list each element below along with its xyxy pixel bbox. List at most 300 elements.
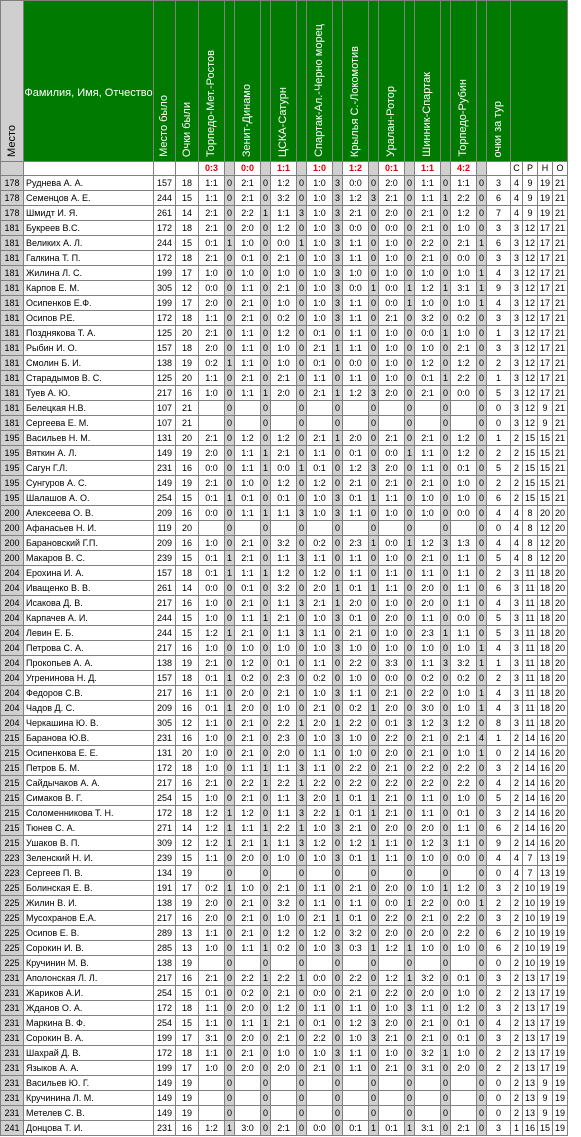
table-cell: 4 xyxy=(487,596,511,611)
table-cell: 199 xyxy=(154,1031,176,1046)
table-cell: 15 xyxy=(176,791,199,806)
table-cell: 1 xyxy=(369,791,379,806)
table-row xyxy=(1,776,568,791)
table-cell: 2:2 xyxy=(343,971,369,986)
table-cell: 12 xyxy=(523,251,538,266)
table-cell: 19 xyxy=(176,1076,199,1091)
table-cell: 0 xyxy=(405,566,415,581)
table-cell: 0 xyxy=(441,566,451,581)
table-cell: 2:0 xyxy=(415,596,441,611)
table-cell: 20 xyxy=(553,641,568,656)
table-cell: 1:2 xyxy=(379,941,405,956)
table-cell: 16 xyxy=(176,461,199,476)
table-cell xyxy=(271,866,297,881)
table-cell: 0 xyxy=(487,521,511,536)
table-cell: 18 xyxy=(176,1001,199,1016)
table-cell: 15 xyxy=(176,191,199,206)
table-cell: 239 xyxy=(154,551,176,566)
table-cell: 2:1 xyxy=(343,881,369,896)
table-cell: 0:0 xyxy=(199,281,225,296)
table-cell: 305 xyxy=(154,716,176,731)
table-cell: 2:3 xyxy=(415,626,441,641)
table-cell: 0 xyxy=(225,521,235,536)
table-cell: 0 xyxy=(225,686,235,701)
table-cell: 1:1 xyxy=(415,611,441,626)
table-cell xyxy=(451,866,477,881)
table-cell: 0 xyxy=(297,491,307,506)
name-cell: Шахрай Д. В. xyxy=(24,1046,154,1061)
table-cell xyxy=(379,521,405,536)
table-cell: 0:1 xyxy=(199,236,225,251)
table-cell: 0 xyxy=(369,971,379,986)
table-cell xyxy=(379,1091,405,1106)
table-cell: 1:1 xyxy=(271,206,297,221)
table-cell: 1:2 xyxy=(379,971,405,986)
table-cell: 0 xyxy=(441,791,451,806)
table-cell: 20 xyxy=(176,746,199,761)
table-cell: 1:1 xyxy=(343,311,369,326)
table-cell: 2:1 xyxy=(307,1061,333,1076)
table-cell: 0 xyxy=(441,206,451,221)
table-cell: 0 xyxy=(477,311,487,326)
table-cell: 1:1 xyxy=(415,806,441,821)
table-cell: 10 xyxy=(523,941,538,956)
table-cell: 15 xyxy=(176,611,199,626)
table-cell: 0 xyxy=(487,416,511,431)
table-cell: 16 xyxy=(538,746,553,761)
table-cell: 3 xyxy=(511,281,523,296)
table-cell: 2:2 xyxy=(379,776,405,791)
table-cell: 0 xyxy=(477,1061,487,1076)
place-cell: 231 xyxy=(1,1076,24,1091)
table-cell: 1:0 xyxy=(307,176,333,191)
table-cell: 172 xyxy=(154,221,176,236)
name-cell: Жданов О. А. xyxy=(24,1001,154,1016)
table-row xyxy=(1,1106,568,1121)
table-row xyxy=(1,551,568,566)
table-cell: 0 xyxy=(333,761,343,776)
table-cell: 0 xyxy=(225,596,235,611)
table-cell: 1:0 xyxy=(379,641,405,656)
table-cell: 3 xyxy=(405,1001,415,1016)
table-cell: 2:2 xyxy=(307,776,333,791)
table-cell: 1 xyxy=(297,776,307,791)
table-cell: 13 xyxy=(523,1046,538,1061)
table-cell: 2:1 xyxy=(199,251,225,266)
table-cell: 0:1 xyxy=(451,971,477,986)
table-cell: 2 xyxy=(511,896,523,911)
place-cell: 200 xyxy=(1,521,24,536)
table-cell: 0 xyxy=(369,626,379,641)
table-cell: 16 xyxy=(538,836,553,851)
table-cell: 3 xyxy=(333,311,343,326)
table-cell: 13 xyxy=(523,1091,538,1106)
table-cell: 0 xyxy=(225,536,235,551)
table-cell: 6 xyxy=(487,821,511,836)
table-cell: 2 xyxy=(511,881,523,896)
table-cell: 0 xyxy=(297,896,307,911)
table-cell: 0 xyxy=(225,206,235,221)
table-cell xyxy=(271,956,297,971)
table-cell: 1:1 xyxy=(199,176,225,191)
table-cell: 12 xyxy=(523,416,538,431)
table-cell: 0 xyxy=(477,1121,487,1136)
table-cell: 3 xyxy=(511,311,523,326)
table-cell: 1:1 xyxy=(271,836,297,851)
table-cell: 2 xyxy=(487,566,511,581)
table-cell xyxy=(199,1076,225,1091)
table-cell: 0 xyxy=(261,1076,271,1091)
table-row xyxy=(1,866,568,881)
table-cell: 4 xyxy=(487,266,511,281)
table-cell: 21 xyxy=(553,251,568,266)
table-cell: 0 xyxy=(261,1046,271,1061)
table-row xyxy=(1,371,568,386)
table-cell: 149 xyxy=(154,1106,176,1121)
table-cell: 21 xyxy=(553,311,568,326)
table-cell: 19 xyxy=(538,896,553,911)
table-cell: 16 xyxy=(176,1121,199,1136)
table-cell xyxy=(235,1106,261,1121)
table-cell: 1:1 xyxy=(451,596,477,611)
table-cell: 0 xyxy=(261,1001,271,1016)
table-cell: 19 xyxy=(553,851,568,866)
table-cell: 4 xyxy=(487,701,511,716)
table-cell: 2:0 xyxy=(379,821,405,836)
table-cell: 19 xyxy=(553,911,568,926)
table-cell: 0 xyxy=(405,476,415,491)
table-cell: 2 xyxy=(511,476,523,491)
table-cell: 0 xyxy=(333,1001,343,1016)
table-cell: 0 xyxy=(261,311,271,326)
table-cell: 0 xyxy=(405,311,415,326)
table-cell: 0 xyxy=(477,1046,487,1061)
place-cell: 215 xyxy=(1,806,24,821)
table-cell: 3 xyxy=(511,596,523,611)
table-cell: 3 xyxy=(441,656,451,671)
table-cell: 0 xyxy=(477,671,487,686)
table-cell: 1:2 xyxy=(199,626,225,641)
table-cell: 2:2 xyxy=(451,761,477,776)
table-cell: 0 xyxy=(261,266,271,281)
name-cell: Алексеева О. В. xyxy=(24,506,154,521)
table-cell: 2:1 xyxy=(415,1031,441,1046)
table-cell: 1 xyxy=(333,716,343,731)
table-cell: 16 xyxy=(538,821,553,836)
table-cell: 2:1 xyxy=(235,311,261,326)
table-cell: 0 xyxy=(261,416,271,431)
table-cell: 1 xyxy=(261,611,271,626)
table-cell: 1 xyxy=(261,971,271,986)
table-cell: 1:0 xyxy=(415,641,441,656)
table-cell: 19 xyxy=(176,446,199,461)
header-row xyxy=(1,1,568,162)
name-cell: Осипенкова Е. Е. xyxy=(24,746,154,761)
table-cell: 2 xyxy=(487,446,511,461)
table-cell: 20 xyxy=(553,521,568,536)
table-cell: 1:2 xyxy=(271,926,297,941)
table-cell: 1:0 xyxy=(379,356,405,371)
table-cell: 0 xyxy=(477,476,487,491)
place-cell: 181 xyxy=(1,281,24,296)
table-cell: 9 xyxy=(538,1106,553,1121)
table-cell: 0 xyxy=(405,701,415,716)
table-cell: 0 xyxy=(477,431,487,446)
table-cell: 125 xyxy=(154,371,176,386)
table-cell: 0 xyxy=(369,566,379,581)
table-cell: 17 xyxy=(538,1061,553,1076)
table-cell: 1 xyxy=(225,236,235,251)
table-cell: 0 xyxy=(441,1016,451,1031)
table-cell: 3 xyxy=(297,506,307,521)
table-cell: 3:0 xyxy=(415,701,441,716)
table-cell: 13 xyxy=(176,941,199,956)
table-cell: 1:0 xyxy=(451,326,477,341)
table-cell: 1:1 xyxy=(199,1016,225,1031)
table-cell: 0 xyxy=(477,356,487,371)
table-cell: 15 xyxy=(523,491,538,506)
table-cell: 0 xyxy=(477,581,487,596)
table-cell: 1 xyxy=(369,281,379,296)
table-row xyxy=(1,716,568,731)
table-cell: 1 xyxy=(297,716,307,731)
table-cell: 0 xyxy=(261,881,271,896)
table-cell: 2:1 xyxy=(415,206,441,221)
place-cell: 195 xyxy=(1,491,24,506)
table-cell: 0 xyxy=(405,221,415,236)
table-cell: 19 xyxy=(553,866,568,881)
table-cell: 254 xyxy=(154,491,176,506)
table-cell: 9 xyxy=(538,401,553,416)
table-cell: 3 xyxy=(511,296,523,311)
table-cell: 0 xyxy=(441,176,451,191)
table-cell: 4 xyxy=(487,536,511,551)
table-cell: 1:0 xyxy=(271,296,297,311)
table-cell: 209 xyxy=(154,701,176,716)
table-cell: 3 xyxy=(487,221,511,236)
table-cell: 0 xyxy=(369,446,379,461)
match-score: 1:1 xyxy=(271,162,297,176)
table-cell: 1:0 xyxy=(451,686,477,701)
table-cell: 149 xyxy=(154,476,176,491)
name-cell: Букреев В.С. xyxy=(24,221,154,236)
table-cell xyxy=(379,866,405,881)
match-score: 0:1 xyxy=(379,162,405,176)
table-cell: 0 xyxy=(369,716,379,731)
table-cell: 1:2 xyxy=(343,1016,369,1031)
table-cell: 1:2 xyxy=(271,176,297,191)
table-cell: 1 xyxy=(369,581,379,596)
table-cell: 0:0 xyxy=(379,296,405,311)
place-cell: 231 xyxy=(1,1031,24,1046)
table-row xyxy=(1,881,568,896)
table-cell: 0 xyxy=(369,926,379,941)
table-cell: 13 xyxy=(523,1106,538,1121)
table-cell: 0 xyxy=(261,731,271,746)
table-cell: 1:2 xyxy=(235,431,261,446)
table-cell: 0 xyxy=(441,641,451,656)
table-cell: 0:1 xyxy=(235,581,261,596)
table-cell: 0 xyxy=(297,401,307,416)
table-cell: 0 xyxy=(261,851,271,866)
table-cell: 0:1 xyxy=(451,806,477,821)
table-cell: 14 xyxy=(523,761,538,776)
table-cell: 0 xyxy=(369,1001,379,1016)
table-cell: 1:2 xyxy=(343,386,369,401)
table-cell: 0 xyxy=(225,386,235,401)
table-cell: 0 xyxy=(477,791,487,806)
place-cell: 181 xyxy=(1,386,24,401)
table-cell: 1:2 xyxy=(271,566,297,581)
table-cell: 1:1 xyxy=(271,551,297,566)
place-cell: 181 xyxy=(1,221,24,236)
table-cell: 0:1 xyxy=(343,911,369,926)
table-cell: 0:0 xyxy=(379,896,405,911)
table-cell: 19 xyxy=(538,941,553,956)
table-cell: 0:0 xyxy=(451,506,477,521)
table-cell: 0 xyxy=(225,476,235,491)
table-cell: 0 xyxy=(225,1016,235,1031)
table-cell: 2:1 xyxy=(199,431,225,446)
table-cell: 0 xyxy=(441,491,451,506)
table-cell: 15 xyxy=(538,461,553,476)
table-cell: 107 xyxy=(154,416,176,431)
table-cell: 0 xyxy=(225,341,235,356)
table-cell: 3 xyxy=(487,1031,511,1046)
table-cell: 3 xyxy=(511,341,523,356)
table-cell: 2:1 xyxy=(271,686,297,701)
table-cell: 2:0 xyxy=(199,896,225,911)
table-cell: 1:1 xyxy=(343,566,369,581)
table-cell: 289 xyxy=(154,926,176,941)
table-cell: 0 xyxy=(225,311,235,326)
table-cell: 2:0 xyxy=(271,386,297,401)
table-cell: 20 xyxy=(553,806,568,821)
table-cell: 1:2 xyxy=(271,326,297,341)
table-cell: 18 xyxy=(176,251,199,266)
table-cell: 0 xyxy=(333,1031,343,1046)
table-cell: 0:2 xyxy=(451,311,477,326)
table-cell: 2:1 xyxy=(199,776,225,791)
table-cell: 1:1 xyxy=(307,881,333,896)
table-cell: 21 xyxy=(553,416,568,431)
table-cell: 0 xyxy=(441,971,451,986)
table-cell: 1 xyxy=(369,836,379,851)
name-cell: Шалашов А. О. xyxy=(24,491,154,506)
table-cell: 19 xyxy=(553,1001,568,1016)
table-cell: 0:3 xyxy=(343,941,369,956)
table-cell: 0 xyxy=(333,701,343,716)
table-cell: 18 xyxy=(538,701,553,716)
table-cell: 119 xyxy=(154,521,176,536)
table-cell: 20 xyxy=(553,776,568,791)
table-cell: 1:2 xyxy=(199,836,225,851)
name-cell: Кручинин М. В. xyxy=(24,956,154,971)
table-cell: 2:1 xyxy=(235,1046,261,1061)
table-cell: 0:1 xyxy=(271,656,297,671)
table-cell: 0:0 xyxy=(307,986,333,1001)
table-cell: 0 xyxy=(441,221,451,236)
header-place-before: Место было xyxy=(154,1,176,162)
table-cell: 1:0 xyxy=(235,476,261,491)
place-cell: 204 xyxy=(1,641,24,656)
table-cell: 2:2 xyxy=(451,776,477,791)
table-cell: 17 xyxy=(176,1031,199,1046)
table-cell: 13 xyxy=(523,1076,538,1091)
header-match: Зенит-Динамо xyxy=(235,1,261,162)
table-cell: 0 xyxy=(261,1106,271,1121)
table-cell: 1:1 xyxy=(199,1001,225,1016)
table-cell: 1:0 xyxy=(271,1046,297,1061)
table-cell: 0 xyxy=(405,836,415,851)
table-cell: 0 xyxy=(333,956,343,971)
table-cell: 5 xyxy=(487,611,511,626)
table-cell: 1:2 xyxy=(451,1001,477,1016)
table-cell: 1 xyxy=(487,431,511,446)
table-row xyxy=(1,686,568,701)
table-cell: 1 xyxy=(261,461,271,476)
table-cell: 2:0 xyxy=(307,581,333,596)
table-cell: 17 xyxy=(538,1046,553,1061)
table-cell: 3 xyxy=(297,791,307,806)
table-cell: 0 xyxy=(225,716,235,731)
table-cell: 4 xyxy=(511,851,523,866)
table-row xyxy=(1,1076,568,1091)
table-cell: 0 xyxy=(369,1046,379,1061)
table-row xyxy=(1,836,568,851)
table-cell: 0 xyxy=(405,986,415,1001)
table-cell: 1:1 xyxy=(235,941,261,956)
name-cell: Петров Б. М. xyxy=(24,761,154,776)
table-cell: 0 xyxy=(225,1031,235,1046)
table-cell: 0:1 xyxy=(199,701,225,716)
table-cell: 19 xyxy=(538,881,553,896)
table-cell xyxy=(379,956,405,971)
table-cell xyxy=(235,521,261,536)
table-cell xyxy=(415,401,441,416)
table-cell: 0 xyxy=(369,761,379,776)
table-cell: 17 xyxy=(538,341,553,356)
table-cell: 3 xyxy=(333,821,343,836)
table-cell: 1:2 xyxy=(415,281,441,296)
table-cell: 0 xyxy=(297,356,307,371)
table-cell: 14 xyxy=(523,791,538,806)
table-cell: 1:2 xyxy=(271,221,297,236)
table-cell: 0 xyxy=(441,806,451,821)
table-cell: 1:0 xyxy=(199,746,225,761)
table-cell: 1:1 xyxy=(235,566,261,581)
name-cell: Галкина Т. П. xyxy=(24,251,154,266)
table-cell: 0 xyxy=(405,1046,415,1061)
table-cell: 3 xyxy=(333,731,343,746)
table-cell: 18 xyxy=(538,641,553,656)
table-cell: 0 xyxy=(261,326,271,341)
table-cell: 12 xyxy=(523,221,538,236)
table-cell: 0 xyxy=(405,506,415,521)
table-cell: 0 xyxy=(441,746,451,761)
table-cell: 0:1 xyxy=(343,851,369,866)
table-cell: 0 xyxy=(369,671,379,686)
table-cell: 0 xyxy=(405,866,415,881)
table-cell: 1:1 xyxy=(235,761,261,776)
table-cell: 0 xyxy=(261,341,271,356)
table-cell: 0 xyxy=(261,281,271,296)
table-cell: 2 xyxy=(511,941,523,956)
table-cell: 1:0 xyxy=(415,296,441,311)
table-cell: 1:1 xyxy=(307,1001,333,1016)
table-cell: 1:0 xyxy=(379,506,405,521)
table-row xyxy=(1,506,568,521)
